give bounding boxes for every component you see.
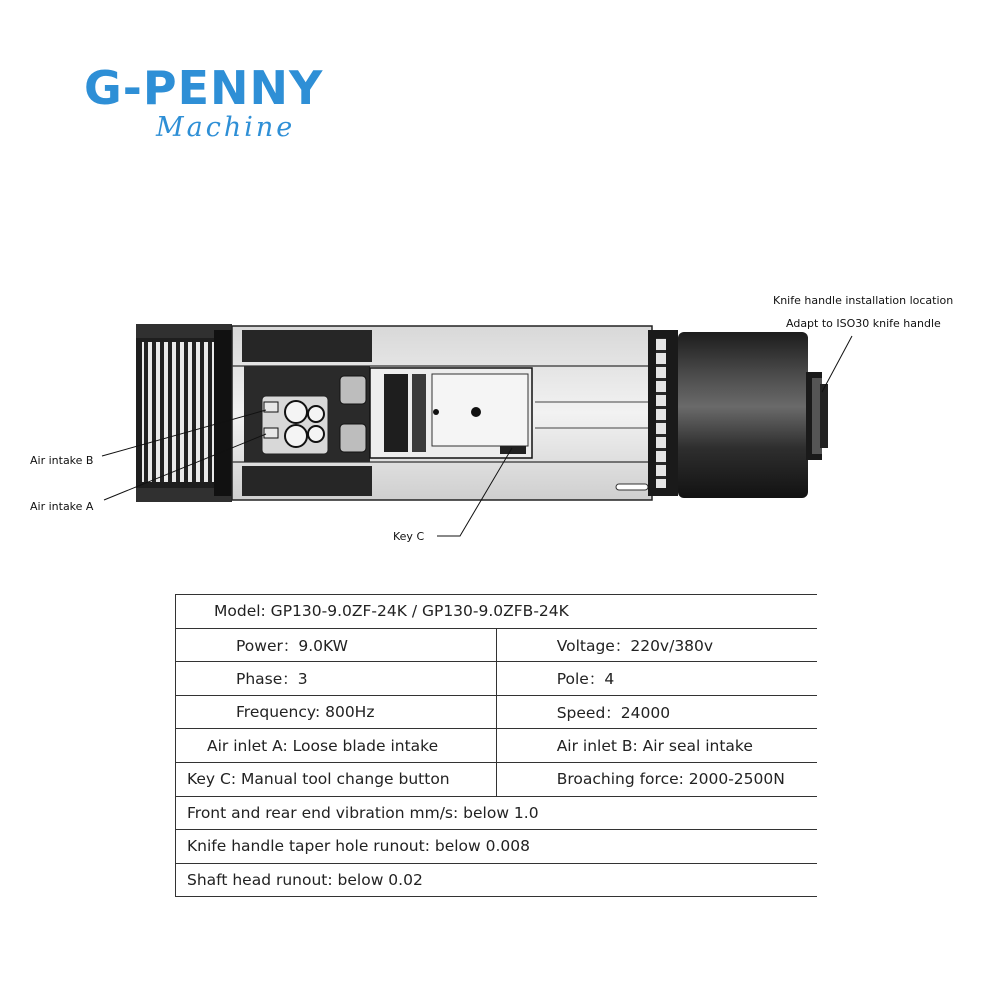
table-row [176, 595, 818, 629]
table-row [176, 762, 818, 796]
table-row [176, 662, 818, 696]
spec-vibration: Front and rear end vibration mm/s: below 1.0 [176, 796, 818, 830]
rear-fin-block [136, 324, 232, 502]
table-row [176, 628, 818, 662]
spec-table [175, 594, 817, 897]
spec-taper-runout: Knife handle taper hole runout: below 0.008 [176, 830, 818, 864]
table-row [176, 830, 818, 864]
spec-phase: Phase：3 [176, 662, 497, 696]
table-row [176, 695, 818, 729]
spec-air-inlet-b: Air inlet B: Air seal intake [496, 729, 817, 763]
key-c-module [370, 368, 532, 458]
spec-speed: Speed：24000 [496, 695, 817, 729]
callout-key-c: Key C [393, 530, 425, 543]
callout-knife-handle-adapt: Adapt to ISO30 knife handle [786, 317, 941, 330]
spec-frequency: Frequency: 800Hz [176, 695, 497, 729]
table-row [176, 796, 818, 830]
spec-model: Model: GP130-9.0ZF-24K / GP130-9.0ZFB-24K [176, 595, 818, 629]
front-flange [648, 330, 678, 496]
brand-name: G-PENNY [84, 61, 324, 115]
spec-voltage: Voltage：220v/380v [496, 628, 817, 662]
callout-air-intake-b: Air intake B [30, 454, 94, 467]
callout-knife-handle-location: Knife handle installation location [773, 294, 954, 307]
air-fitting-block [244, 366, 370, 462]
spec-air-inlet-a: Air inlet A: Loose blade intake [176, 729, 497, 763]
brand-subtitle: Machine [156, 112, 296, 143]
spec-power: Power：9.0KW [176, 628, 497, 662]
spec-shaft-runout: Shaft head runout: below 0.02 [176, 863, 818, 897]
table-row [176, 863, 818, 897]
spec-pole: Pole：4 [496, 662, 817, 696]
callout-air-intake-a: Air intake A [30, 500, 94, 513]
spec-broaching-force: Broaching force: 2000-2500N [496, 762, 817, 796]
nose-cylinder [678, 332, 828, 498]
spec-key-c: Key C: Manual tool change button [176, 762, 497, 796]
table-row [176, 729, 818, 763]
